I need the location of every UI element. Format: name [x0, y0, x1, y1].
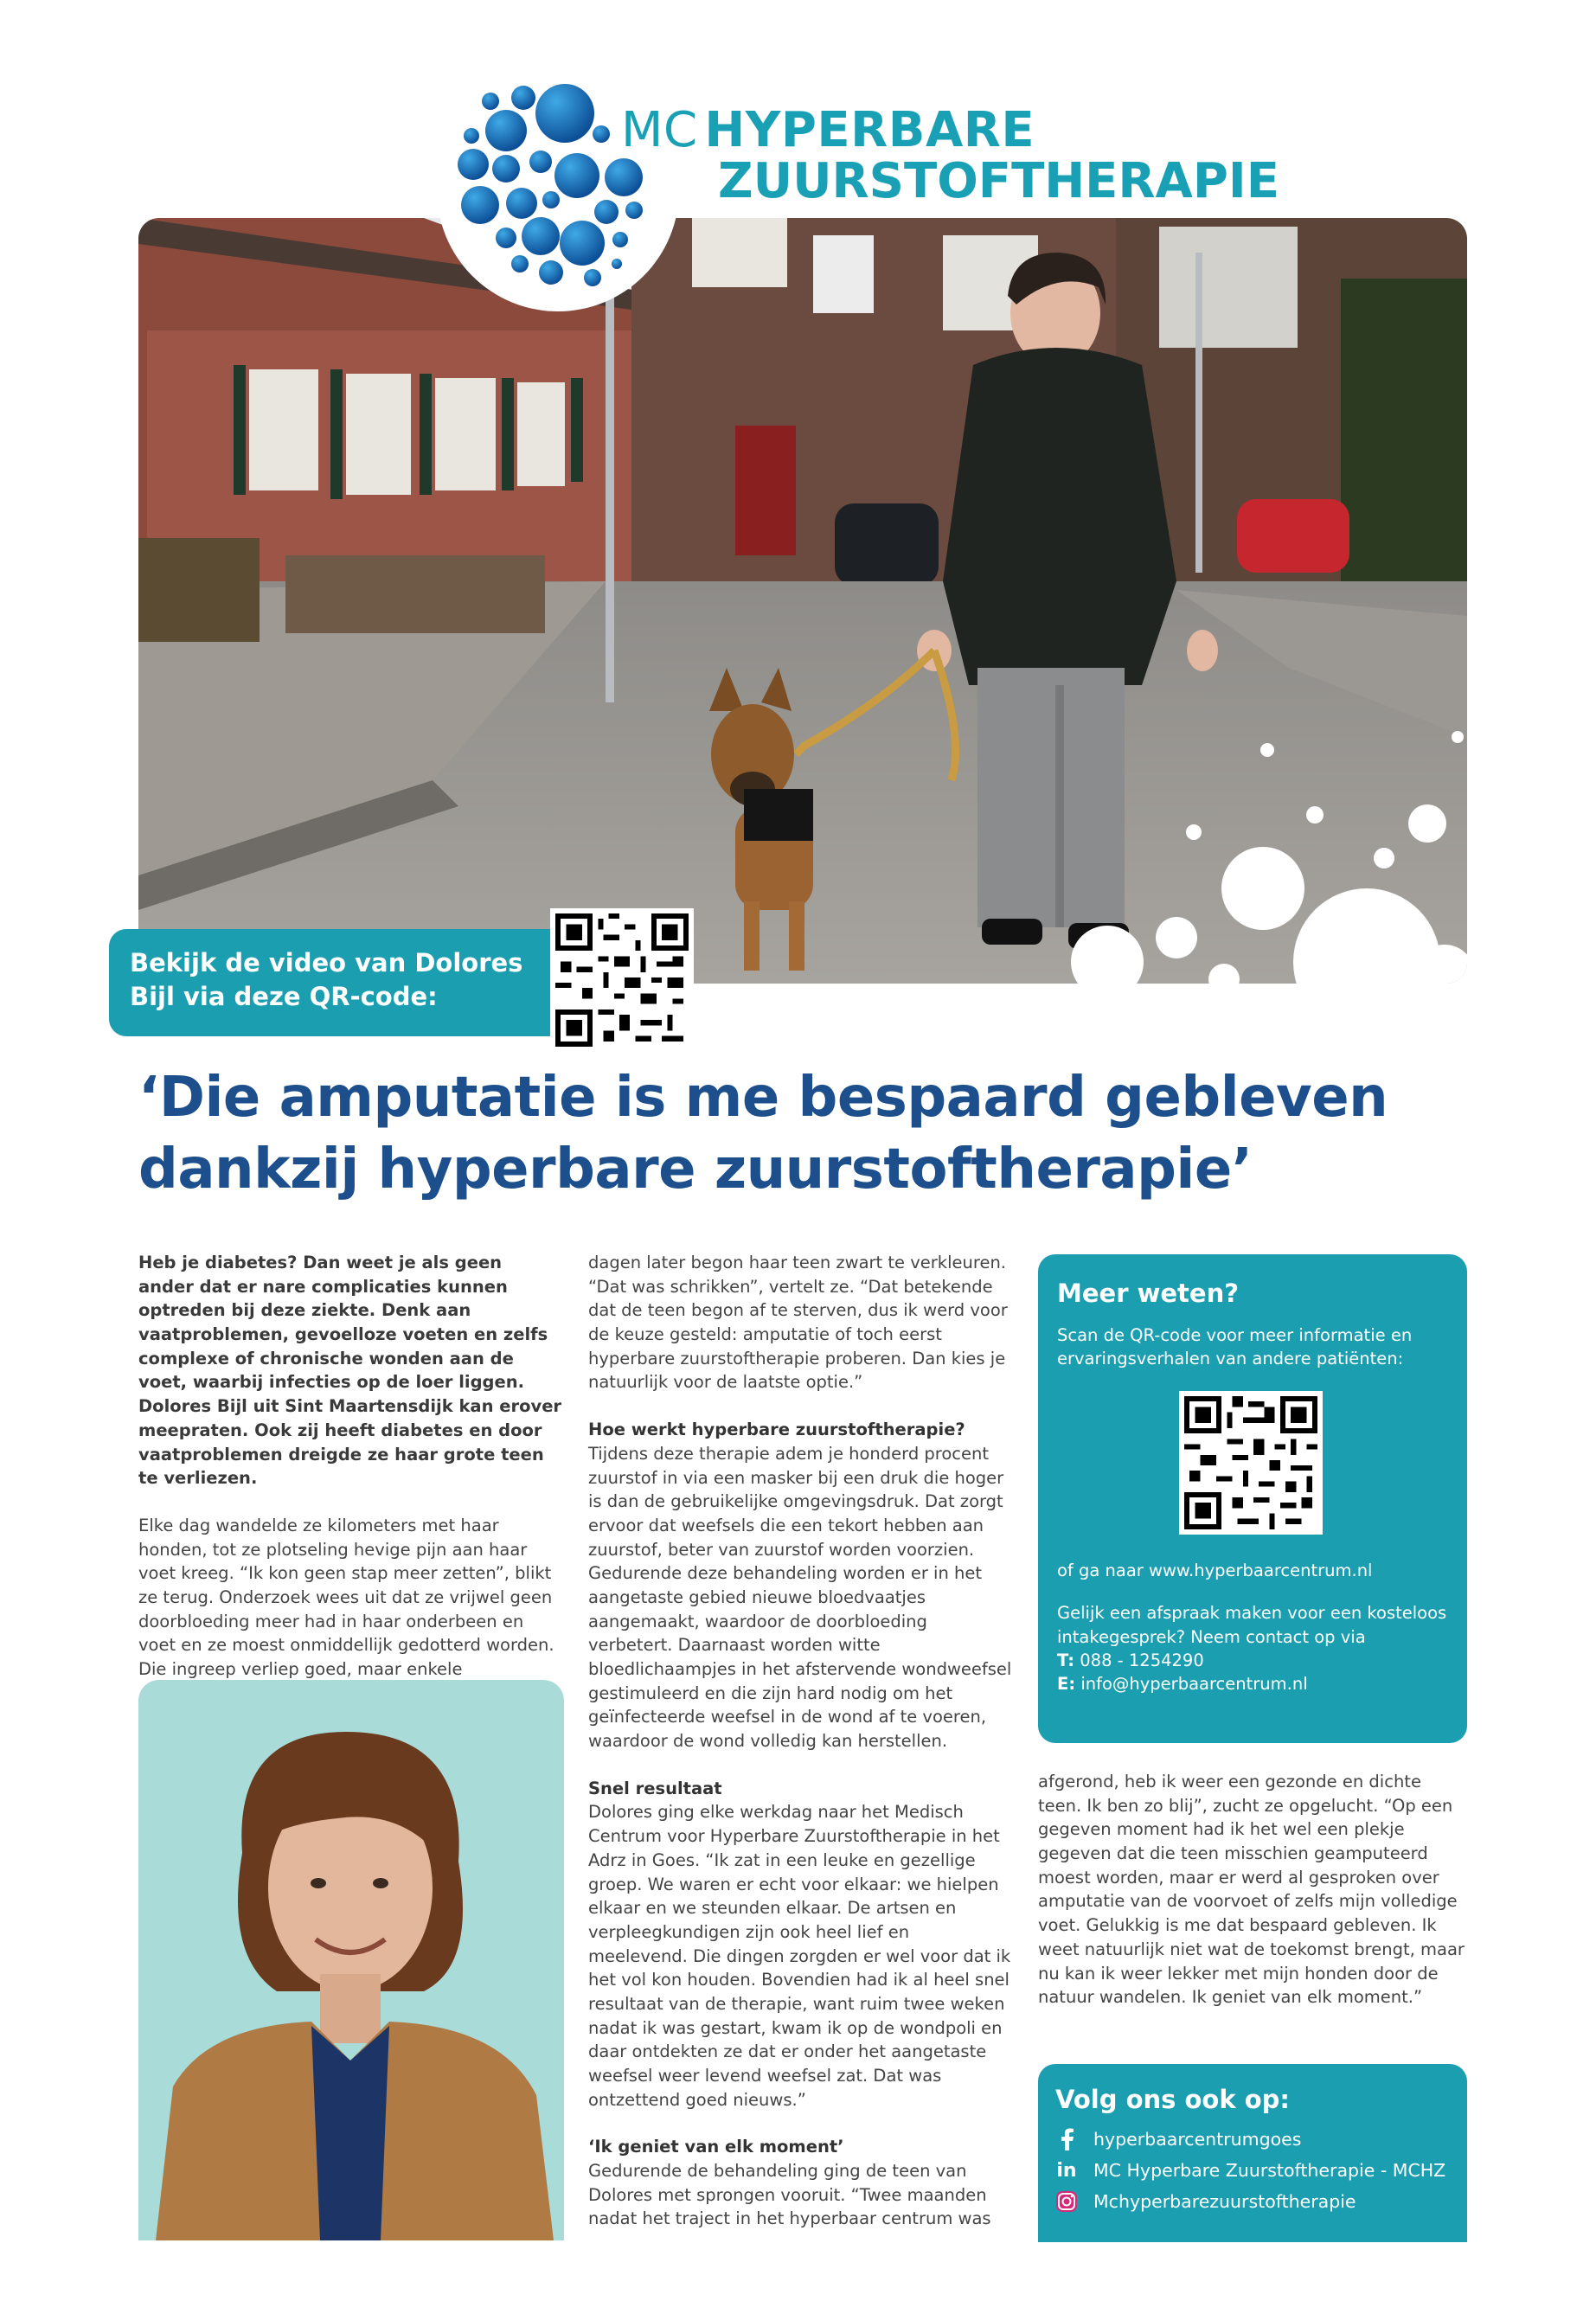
article-lead: Heb je diabetes? Dan weet je als geen ander dat er nare complicaties kunnen optreden bij deze ziekte. Denk aan vaatproblemen, gevoelloze voeten en zelfs complexe of chronische wonden aan de voet, waarbij infecties op de loer liggen. Dolores Bijl uit Sint Maartensdijk kan erover meepraten. Ook zij heeft diabetes en door vaatproblemen dreigde ze haar grote teen te verliezen. — [138, 1253, 562, 1489]
article-paragraph: Gedurende de behandeling ging de teen van Dolores met sprongen vooruit. “Twee maanden nadat het traject in het hyperbaar centrum was — [588, 2161, 991, 2229]
email-label: E: — [1057, 1674, 1076, 1695]
info-phone-row[interactable] — [1057, 1649, 1453, 1672]
subheading: Snel resultaat — [588, 1778, 722, 1798]
info-box-title: Meer weten? — [1057, 1279, 1240, 1308]
email-address: info@hyperbaarcentrum.nl — [1080, 1674, 1308, 1695]
article-column-3 — [1038, 1770, 1467, 2033]
video-callout — [109, 929, 550, 1036]
hero-photo — [138, 218, 1467, 984]
info-box — [1038, 1254, 1467, 1743]
info-website[interactable]: of ga naar www.hyperbaarcentrum.nl — [1057, 1561, 1373, 1580]
article-paragraph: afgerond, heb ik weer een gezonde en dichte teen. Ik ben zo blij”, zucht ze opgelucht. “Op een gegeven moment had ik het wel een plekje gegeven dat die teen misschien geamputeerd moest worden, maar er werd al gesproken over amputatie van de voorvoet of zelfs mijn volledige voet. Gelukkig is me dat bespaard gebleven. Ik weet natuurlijk niet wat de toekomst brengt, maar nu kan ik weer lekker met mijn honden door de natuur wandelen. Ik geniet van elk moment.” — [1038, 1772, 1465, 2008]
instagram-handle: Mchyperbarezuurstoftherapie — [1093, 2191, 1356, 2212]
article-column-2 — [588, 1251, 1012, 2254]
facebook-icon — [1055, 2128, 1078, 2150]
article-paragraph: Tijdens deze therapie adem je honderd procent zuurstof in via een masker bij een druk die hoger is dan de gebruikelijke omgevingsdruk. Dat zorgt ervoor dat weefsels die een tekort hebben aan zuurstof, beter van zuurstof worden voorzien. Gedurende deze behandeling worden er in het aangetaste gebied nieuwe bloedvaatjes aangemaakt, waardoor de doorbloeding verbetert. Daarnaast worden witte bloedlichaampjes in het afstervende wondweefsel gestimuleerd en die zijn hard nodig om het geïnfecteerde weefsel in de wond af te voeren, waardoor de wond volledig kan herstellen. — [588, 1443, 1012, 1752]
headline-line2: dankzij hyperbare zuurstoftherapie’ — [138, 1138, 1253, 1202]
qr-code-icon — [555, 913, 689, 1047]
info-afspraak: Gelijk een afspraak maken voor een kosteloos intakegesprek? Neem contact op via — [1057, 1603, 1447, 1647]
social-facebook[interactable] — [1055, 2128, 1450, 2150]
social-box — [1038, 2064, 1467, 2242]
logo-line2: ZUURSTOFTHERAPIE — [718, 152, 1279, 209]
article-paragraph: Dolores ging elke werkdag naar het Medisch Centrum voor Hyperbare Zuurstoftherapie in het Adrz in Goes. “Ik zat in een leuke en gezellige groep. We waren er echt voor elkaar: we hielpen elkaar en we steunden elkaar. De artsen en verpleegkundigen zijn ook heel lief en meelevend. Die dingen zorgden er wel voor dat ik het vol kon houden. Bovendien had ik al heel snel resultaat van de therapie, want ruim twee weken nadat ik was gestart, kwam ik op de wondpoli en daar ontdekten ze dat er onder het aangetaste weefsel weer levend weefsel zat. Dat was ontzettend goed nieuws.” — [588, 1802, 1011, 2110]
instagram-icon — [1055, 2190, 1078, 2213]
article-paragraph: dagen later begon haar teen zwart te verkleuren. “Dat was schrikken”, vertelt ze. “Dat betekende dat de teen begon af te sterven, dus ik werd voor de keuze gesteld: amputatie of toch eerst hyperbare zuurstoftherapie proberen. Dan kies je natuurlijk voor de laatste optie.” — [588, 1253, 1008, 1393]
logo-line1: HYPERBARE — [704, 102, 1035, 158]
linkedin-icon: in — [1056, 2159, 1077, 2182]
video-qr-code[interactable] — [550, 908, 694, 1052]
logo-wordmark — [621, 102, 1279, 209]
linkedin-handle: MC Hyperbare Zuurstoftherapie - MCHZ — [1093, 2160, 1446, 2181]
info-qr-code[interactable] — [1179, 1391, 1323, 1535]
social-instagram[interactable] — [1055, 2190, 1450, 2213]
article-headline — [138, 1062, 1488, 1206]
headline-line1: ‘Die amputatie is me bespaard gebleven — [138, 1066, 1388, 1130]
logo-prefix: MC — [621, 102, 698, 158]
phone-number: 088 - 1254290 — [1080, 1650, 1204, 1670]
article-column-1 — [138, 1251, 562, 1705]
video-callout-text: Bekijk de video van Dolores Bijl via deze QR-code: — [130, 948, 523, 1012]
portrait-photo — [138, 1680, 564, 2240]
subheading: ‘Ik geniet van elk moment’ — [588, 2137, 844, 2157]
info-email-row[interactable] — [1057, 1672, 1453, 1695]
article-paragraph: Elke dag wandelde ze kilometers met haar honden, tot ze plotseling hevige pijn aan haar voet kreeg. “Ik kon geen stap meer zetten”, blikt ze terug. Onderzoek wees uit dat ze vrijwel geen doorbloeding meer had in haar onderbeen en voet en ze moest onmiddellijk gedotterd worden. Die ingreep verliep goed, maar enkele — [138, 1515, 554, 1679]
phone-label: T: — [1057, 1650, 1075, 1670]
facebook-handle: hyperbaarcentrumgoes — [1093, 2129, 1302, 2150]
social-title: Volg ons ook op: — [1055, 2085, 1291, 2114]
qr-code-icon — [1184, 1396, 1317, 1529]
social-linkedin[interactable] — [1055, 2159, 1450, 2182]
info-box-intro: Scan de QR-code voor meer informatie en ervaringsverhalen van andere patiënten: — [1057, 1325, 1413, 1369]
subheading: Hoe werkt hyperbare zuurstoftherapie? — [588, 1420, 965, 1440]
